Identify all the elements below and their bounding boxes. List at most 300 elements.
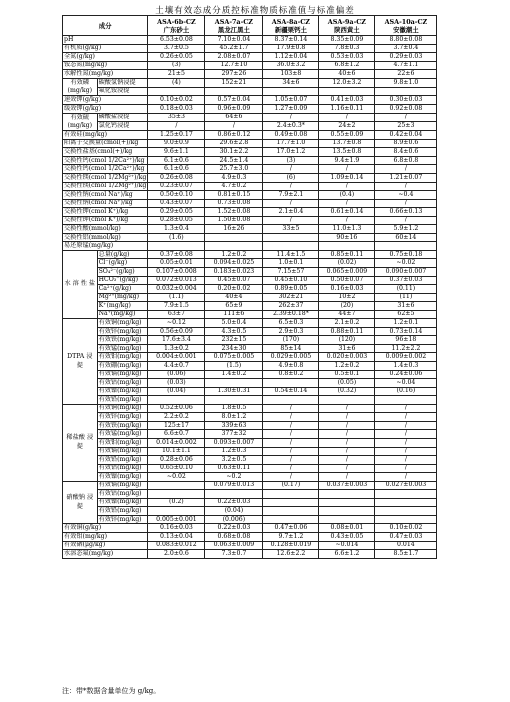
table-row: [63, 259, 437, 268]
sub-label: 有效铜(mg/kg): [97, 319, 148, 328]
table-row: [63, 148, 437, 157]
value-cell: /: [375, 438, 437, 447]
sub-label: K⁺(mg/kg): [97, 302, 148, 311]
table-row: [63, 524, 437, 533]
value-cell: [375, 498, 437, 507]
value-cell: 3.7±0.4: [375, 44, 437, 53]
value-cell: 262±37: [263, 302, 319, 311]
value-cell: 0.28±0.06: [148, 456, 205, 465]
value-cell: [375, 515, 437, 524]
value-cell: 0.28±0.05: [148, 216, 205, 225]
sub-label: Cl⁻(g/kg): [97, 259, 148, 268]
value-cell: 0.29±0.03: [375, 53, 437, 62]
value-cell: 6.6±1.2: [319, 550, 375, 559]
sub-label: 有效锌(mg/kg): [97, 327, 148, 336]
row-label: pH: [63, 36, 148, 45]
value-cell: (0.02): [319, 259, 375, 268]
value-cell: /: [263, 404, 319, 413]
value-cell: 1.4±0.2: [205, 370, 263, 379]
value-cell: 103±8: [263, 70, 319, 79]
value-cell: 4.4±0.7: [148, 362, 205, 371]
value-cell: 0.065±0.009: [319, 268, 375, 277]
value-cell: 0.8±0.2: [263, 370, 319, 379]
header-sample: [148, 16, 205, 36]
value-cell: 7.8±0.3: [319, 44, 375, 53]
value-cell: 44±7: [319, 310, 375, 319]
table-row: [63, 139, 437, 148]
sub-label: 有效镉(mg/kg): [97, 481, 148, 490]
value-cell: [205, 396, 263, 405]
value-cell: 302±21: [263, 293, 319, 302]
table-row: [63, 447, 437, 456]
table-row: [63, 515, 437, 524]
value-cell: 8.37±0.14: [263, 36, 319, 45]
value-cell: [263, 490, 319, 499]
table-row: [63, 379, 437, 388]
value-cell: (1.6): [148, 233, 205, 242]
table-row: [63, 208, 437, 217]
value-cell: [148, 87, 205, 96]
sub-label: 有效铅(mg/kg): [97, 507, 148, 516]
value-cell: 0.73±0.14: [375, 327, 437, 336]
value-cell: 1.30±0.31: [205, 387, 263, 396]
value-cell: 297±26: [205, 70, 263, 79]
table-row: [63, 344, 437, 353]
value-cell: 11.0±1.3: [319, 225, 375, 234]
value-cell: 0.66±0.13: [375, 208, 437, 217]
value-cell: [148, 481, 205, 490]
value-cell: (0.16): [375, 387, 437, 396]
sub-label: 有效铁(mg/kg): [97, 336, 148, 345]
value-cell: (3): [263, 156, 319, 165]
value-cell: 13.7±0.8: [319, 139, 375, 148]
table-row: [63, 362, 437, 371]
table-row: [63, 87, 437, 96]
row-label: 阳离子交换量(cmol(+)/kg: [63, 139, 148, 148]
value-cell: /: [375, 447, 437, 456]
value-cell: /: [375, 421, 437, 430]
value-cell: /: [263, 430, 319, 439]
value-cell: ~0.12: [148, 319, 205, 328]
row-label: 缓效钾(g/kg): [63, 105, 148, 114]
table-row: [63, 53, 437, 62]
table-row: [63, 327, 437, 336]
table-row: [63, 302, 437, 311]
value-cell: (20): [319, 302, 375, 311]
table-row: [63, 131, 437, 140]
sub-label: 有效锌(mg/kg): [97, 413, 148, 422]
value-cell: [375, 87, 437, 96]
table-row: [63, 225, 437, 234]
value-cell: 40±4: [205, 293, 263, 302]
header-sample: [263, 16, 319, 36]
value-cell: ~0.02: [375, 259, 437, 268]
value-cell: 3.2±0.5: [205, 456, 263, 465]
value-cell: 6.1±0.6: [148, 156, 205, 165]
value-cell: /: [375, 413, 437, 422]
value-cell: /: [205, 122, 263, 131]
table-row: [63, 396, 437, 405]
value-cell: /: [375, 216, 437, 225]
value-cell: 0.5±0.1: [319, 370, 375, 379]
value-cell: 0.37±0.08: [148, 250, 205, 259]
sub-label: 有效铅(mg/kg): [97, 396, 148, 405]
value-cell: [205, 242, 263, 251]
value-cell: 0.183±0.023: [205, 268, 263, 277]
value-cell: 17.7±1.0: [263, 139, 319, 148]
value-cell: 1.3±0.2: [148, 344, 205, 353]
sample-name: 黑龙江黑土: [217, 25, 250, 34]
value-cell: 17.6±3.4: [148, 336, 205, 345]
sample-name: 安徽潮土: [393, 25, 419, 34]
sample-name: 新疆栗钙土: [274, 25, 307, 34]
row-label: 交换性盐基(cmol(+)/kg: [63, 148, 148, 157]
row-label: 有效硅(mg/kg): [63, 131, 148, 140]
sub-label: 有效钼(mg/kg): [97, 438, 148, 447]
value-cell: 0.50±0.10: [148, 191, 205, 200]
value-cell: 85±14: [263, 344, 319, 353]
value-cell: /: [319, 456, 375, 465]
value-cell: /: [375, 404, 437, 413]
value-cell: /: [263, 464, 319, 473]
value-cell: 12.6±2.2: [263, 550, 319, 559]
sub-label: 氯化钙浸提: [97, 122, 148, 131]
table-row: [63, 370, 437, 379]
value-cell: 2.0±0.6: [148, 550, 205, 559]
value-cell: 0.47±0.06: [263, 524, 319, 533]
value-cell: 7.9±2.1: [263, 191, 319, 200]
row-label: 交换性铝(mmol/kg): [63, 233, 148, 242]
value-cell: 2.39±0.18*: [263, 310, 319, 319]
row-label: 交换性钙(cmol 1/2Ca²⁺)/kg: [63, 156, 148, 165]
value-cell: 0.093±0.007: [205, 438, 263, 447]
value-cell: 1.25±0.17: [148, 131, 205, 140]
sample-code: ASA-10a-CZ: [384, 17, 428, 26]
value-cell: /: [263, 113, 319, 122]
sample-code: ASA-7a-CZ: [214, 17, 253, 26]
table-row: [63, 336, 437, 345]
value-cell: 0.014±0.002: [148, 438, 205, 447]
value-cell: 0.45±0.10: [263, 276, 319, 285]
value-cell: 6.5±0.3: [263, 319, 319, 328]
value-cell: 0.020±0.003: [319, 353, 375, 362]
sub-label: Ca²⁺(g/kg): [97, 285, 148, 294]
value-cell: [375, 490, 437, 499]
value-cell: 0.20±0.02: [205, 285, 263, 294]
table-row: [63, 70, 437, 79]
value-cell: 22±6: [375, 70, 437, 79]
table-row: [63, 165, 437, 174]
value-cell: 7.15±57: [263, 268, 319, 277]
value-cell: 12.0±3.2: [319, 78, 375, 87]
value-cell: 0.08±0.01: [319, 524, 375, 533]
value-cell: /: [319, 199, 375, 208]
table-row: [63, 498, 437, 507]
value-cell: ~0.4: [375, 191, 437, 200]
value-cell: 0.26±0.05: [148, 53, 205, 62]
table-row: [63, 182, 437, 191]
value-cell: [319, 87, 375, 96]
row-label: 交换性镁(cmol 1/2Mg²⁺)/kg: [64, 173, 147, 181]
value-cell: 21±5: [148, 70, 205, 79]
value-cell: 3.7±0.5: [148, 44, 205, 53]
value-cell: (0.2): [148, 498, 205, 507]
value-cell: 1.2±0.2: [205, 250, 263, 259]
value-cell: 6.53±0.08: [148, 36, 205, 45]
value-cell: 16±26: [205, 225, 263, 234]
value-cell: /: [319, 165, 375, 174]
value-cell: /: [263, 165, 319, 174]
value-cell: 1.16±0.11: [319, 105, 375, 114]
value-cell: [205, 233, 263, 242]
value-cell: 9.7±1.2: [263, 532, 319, 541]
table-row: [63, 507, 437, 516]
value-cell: /: [319, 430, 375, 439]
sub-label: 有效镍(mg/kg): [97, 473, 148, 482]
sub-label: 有效铁(mg/kg): [97, 421, 148, 430]
sub-label: 有效镍(mg/kg): [97, 387, 148, 396]
sub-label: 有效镍(mg/kg): [97, 498, 148, 507]
value-cell: 6.6±0.7: [148, 430, 205, 439]
value-cell: (4): [148, 78, 205, 87]
header-sample: [205, 16, 263, 36]
value-cell: 0.65±0.10: [148, 464, 205, 473]
value-cell: /: [319, 473, 375, 482]
sub-label: 有效钼(mg/kg): [97, 353, 148, 362]
sample-name: 陕西黄土: [334, 25, 360, 34]
table-row: [63, 421, 437, 430]
table-row: [63, 199, 437, 208]
sub-label: 有效锌(mg/kg): [97, 515, 148, 524]
value-cell: 0.063±0.009: [205, 541, 263, 550]
value-cell: [205, 87, 263, 96]
value-cell: 30.1±2.2: [205, 148, 263, 157]
row-label: 有效钼(mg/kg): [63, 532, 148, 541]
table-row: [63, 96, 437, 105]
value-cell: 7.10±0.04: [205, 36, 263, 45]
value-cell: 152±21: [205, 78, 263, 87]
value-cell: 0.53±0.03: [319, 53, 375, 62]
table-row: [63, 122, 437, 131]
value-cell: [263, 515, 319, 524]
value-cell: 29.6±2.8: [205, 139, 263, 148]
value-cell: 0.50±0.07: [319, 276, 375, 285]
value-cell: 1.2±0.1: [375, 319, 437, 328]
value-cell: /: [375, 113, 437, 122]
value-cell: /: [263, 216, 319, 225]
value-cell: /: [319, 447, 375, 456]
value-cell: 8.0±1.2: [205, 413, 263, 422]
value-cell: 25.7±3.0: [205, 165, 263, 174]
value-cell: /: [263, 438, 319, 447]
value-cell: [319, 515, 375, 524]
value-cell: 0.22±0.03: [205, 524, 263, 533]
value-cell: 0.47±0.03: [375, 532, 437, 541]
value-cell: 0.107±0.008: [148, 268, 205, 277]
row-label: 易还原锰(mg/kg): [63, 242, 148, 251]
value-cell: 0.49±0.08: [263, 131, 319, 140]
value-cell: 1.4±0.3: [375, 362, 437, 371]
value-cell: /: [263, 413, 319, 422]
value-cell: 0.63±0.11: [205, 464, 263, 473]
value-cell: 0.52±0.06: [148, 404, 205, 413]
value-cell: 0.57±0.04: [205, 96, 263, 105]
table-row: [63, 456, 437, 465]
sub-label: 总量(g/kg): [97, 250, 148, 259]
value-cell: /: [319, 421, 375, 430]
value-cell: 0.18±0.03: [148, 105, 205, 114]
value-cell: (0.04): [148, 387, 205, 396]
value-cell: 2.2±0.2: [148, 413, 205, 422]
value-cell: 0.014: [375, 541, 437, 550]
sub-label: 磷酸盐浸提: [97, 113, 148, 122]
value-cell: 0.16±0.03: [319, 285, 375, 294]
table-row: [63, 156, 437, 165]
value-cell: 4.9±0.3: [205, 174, 263, 183]
value-cell: 0.10±0.02: [148, 96, 205, 105]
value-cell: [375, 242, 437, 251]
value-cell: 0.16±0.03: [148, 524, 205, 533]
table-row: [63, 532, 437, 541]
value-cell: 7.9±1.5: [148, 302, 205, 311]
value-cell: [263, 87, 319, 96]
value-cell: [263, 498, 319, 507]
value-cell: 45.2±1.7: [205, 44, 263, 53]
header-sample: [319, 16, 375, 36]
sub-label: 有效钴(mg/kg): [97, 379, 148, 388]
row-label: 交换性钙(cmol 1/2Ca²⁺)/kg: [63, 165, 148, 174]
sub-label: 有效锰(mg/kg): [97, 430, 148, 439]
value-cell: 0.88±0.11: [319, 327, 375, 336]
value-cell: 13.5±0.8: [319, 148, 375, 157]
table-row: [63, 216, 437, 225]
value-cell: /: [148, 122, 205, 131]
table-row: [63, 413, 437, 422]
value-cell: 31±6: [375, 302, 437, 311]
value-cell: [148, 507, 205, 516]
value-cell: /: [375, 430, 437, 439]
value-cell: 8.4±0.6: [375, 148, 437, 157]
value-cell: 62±5: [375, 310, 437, 319]
sample-name: 广东砂土: [163, 25, 190, 34]
value-cell: /: [263, 456, 319, 465]
table-row: [63, 293, 437, 302]
table-row: [63, 61, 437, 70]
value-cell: [375, 396, 437, 405]
value-cell: /: [319, 182, 375, 191]
table-row: [63, 310, 437, 319]
value-cell: [319, 396, 375, 405]
value-cell: 35±3: [148, 113, 205, 122]
value-cell: 0.61±0.14: [319, 208, 375, 217]
table-row: [63, 438, 437, 447]
value-cell: 339±63: [205, 421, 263, 430]
value-cell: 0.68±0.08: [205, 532, 263, 541]
value-cell: 125±17: [148, 421, 205, 430]
value-cell: 0.42±0.04: [375, 131, 437, 140]
value-cell: 34±6: [263, 78, 319, 87]
value-cell: 4.3±0.5: [205, 327, 263, 336]
sub-label: 氟化铵浸提: [97, 87, 148, 96]
table-row: [63, 481, 437, 490]
value-cell: 90±16: [319, 233, 375, 242]
row-label: 有机质(g/kg): [63, 44, 148, 53]
table-row: [63, 242, 437, 251]
value-cell: 0.13±0.04: [148, 532, 205, 541]
value-cell: 234±30: [205, 344, 263, 353]
sub-label: 有效镉(mg/kg): [97, 370, 148, 379]
value-cell: 0.96±0.09: [205, 105, 263, 114]
row-label: 交换性镁(cmol 1/2Mg²⁺)/kg: [64, 182, 147, 190]
value-cell: 111±6: [205, 310, 263, 319]
value-cell: 0.037±0.003: [319, 481, 375, 490]
value-cell: (0.03): [148, 379, 205, 388]
value-cell: /: [375, 456, 437, 465]
value-cell: ~0.2: [205, 473, 263, 482]
value-cell: 65±9: [205, 302, 263, 311]
value-cell: 17.9±0.8: [263, 44, 319, 53]
sub-label: 有效硼(mg/kg): [97, 362, 148, 371]
value-cell: 24±2: [319, 122, 375, 131]
value-cell: 0.24±0.06: [375, 370, 437, 379]
table-row: [63, 353, 437, 362]
value-cell: 9.4±1.9: [319, 156, 375, 165]
value-cell: (1.5): [205, 362, 263, 371]
value-cell: 4.7±0.2: [205, 182, 263, 191]
table-row: [63, 276, 437, 285]
value-cell: [148, 490, 205, 499]
value-cell: /: [263, 447, 319, 456]
value-cell: (170): [263, 336, 319, 345]
value-cell: 1.3±0.4: [148, 225, 205, 234]
value-cell: 0.05±0.01: [148, 259, 205, 268]
value-cell: 9.0±0.9: [148, 139, 205, 148]
row-label: 有效铜(g/kg): [63, 524, 148, 533]
value-cell: /: [375, 182, 437, 191]
value-cell: 0.29±0.05: [148, 208, 205, 217]
value-cell: [263, 233, 319, 242]
value-cell: (0.06): [148, 370, 205, 379]
document-title: 土壤有效态成分质控标准物质标准值与标准偏差: [155, 6, 355, 16]
value-cell: 1.12±0.04: [263, 53, 319, 62]
value-cell: 0.41±0.03: [319, 96, 375, 105]
value-cell: 12.7±10: [205, 61, 263, 70]
value-cell: 8.9±0.6: [375, 139, 437, 148]
table-row: [63, 285, 437, 294]
value-cell: 0.075±0.005: [205, 353, 263, 362]
value-cell: 36.0±3.2: [263, 61, 319, 70]
value-cell: 8.80±0.08: [375, 36, 437, 45]
table-row: [63, 490, 437, 499]
value-cell: 11.2±2.2: [375, 344, 437, 353]
value-cell: (120): [319, 336, 375, 345]
value-cell: (6): [263, 174, 319, 183]
row-label: 交换性钠(cmol Na⁺)/kg: [63, 191, 148, 200]
value-cell: /: [263, 421, 319, 430]
sub-label: SO₄²⁻(g/kg): [97, 268, 148, 277]
value-cell: 33±5: [263, 225, 319, 234]
row-label: 有效硒(μg/kg): [63, 541, 148, 550]
value-cell: [319, 498, 375, 507]
value-cell: 1.8±0.5: [205, 404, 263, 413]
value-cell: /: [263, 473, 319, 482]
value-cell: 0.090±0.007: [375, 268, 437, 277]
sub-label: 碳酸氢钠浸提: [97, 78, 148, 87]
value-cell: 10±2: [319, 293, 375, 302]
value-cell: /: [263, 199, 319, 208]
group-label: 硝酸钠 浸提: [63, 481, 98, 524]
value-cell: 0.094±0.025: [205, 259, 263, 268]
